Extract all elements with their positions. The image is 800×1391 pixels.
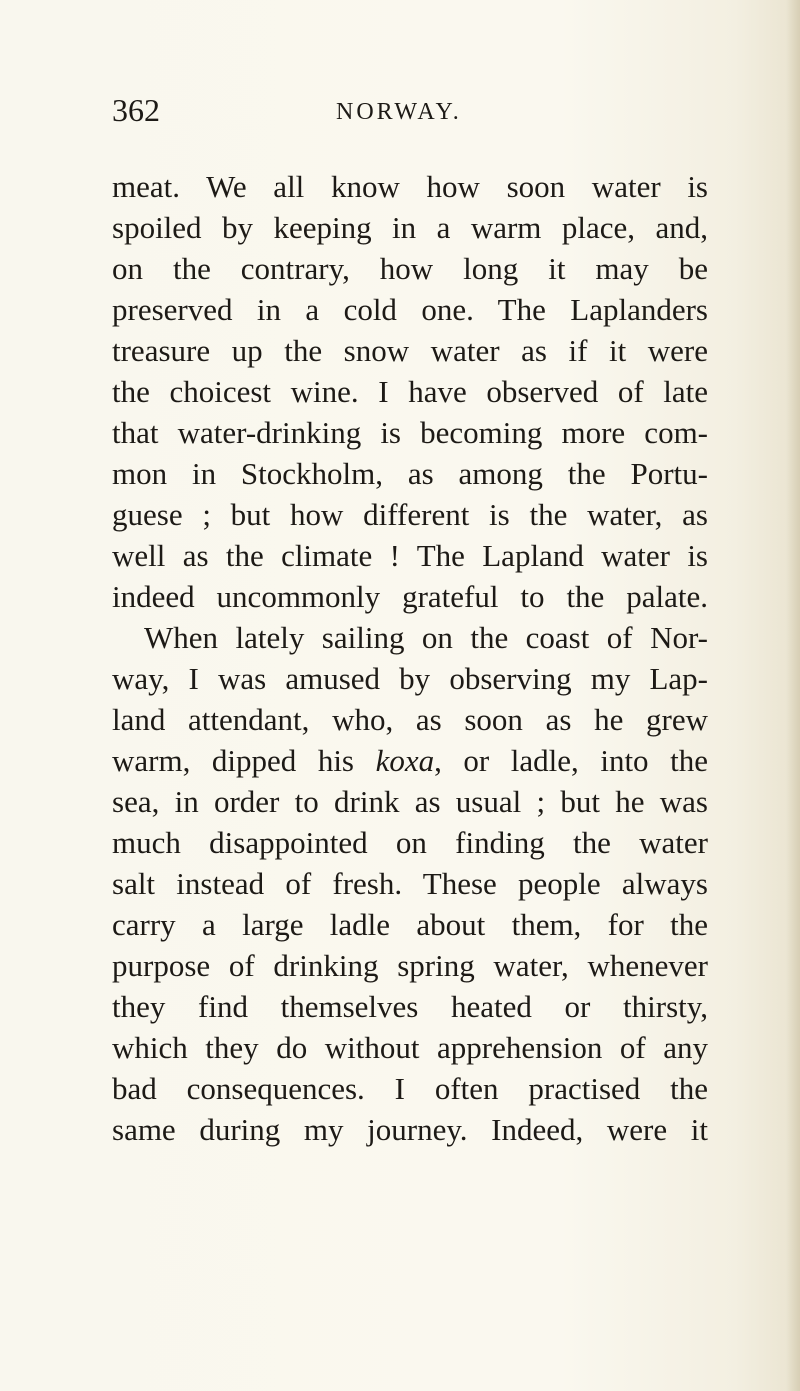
text-line: preserved in a cold one. The Laplanders bbox=[112, 292, 708, 327]
text-line-with-italic bbox=[112, 740, 708, 781]
page-header bbox=[112, 90, 722, 134]
text-line: spoiled by keeping in a warm place, and, bbox=[112, 210, 708, 245]
running-title: NORWAY. bbox=[336, 99, 462, 125]
page-number: 362 bbox=[112, 92, 160, 128]
text-line: on the contrary, how long it may be bbox=[112, 251, 708, 286]
text-line: mon in Stockholm, as among the Portu- bbox=[112, 456, 708, 491]
body-text bbox=[112, 166, 708, 1150]
text-line: purpose of drinking spring water, whenever bbox=[112, 948, 708, 983]
text-line: guese ; but how different is the water, as bbox=[112, 497, 708, 532]
text-line: indeed uncommonly grateful to the palate. bbox=[112, 579, 708, 614]
italic-word-koxa: koxa bbox=[375, 743, 435, 778]
text-line: well as the climate ! The Lapland water is bbox=[112, 538, 708, 573]
text-line: carry a large ladle about them, for the bbox=[112, 907, 708, 942]
text-segment: , or ladle, into the bbox=[434, 743, 708, 778]
text-line: meat. We all know how soon water is bbox=[112, 169, 708, 204]
page-edge-shadow bbox=[786, 0, 800, 1391]
text-line: salt instead of fresh. These people always bbox=[112, 866, 708, 901]
text-line: treasure up the snow water as if it were bbox=[112, 333, 708, 368]
text-line: which they do without apprehension of any bbox=[112, 1030, 708, 1065]
text-line: they find themselves heated or thirsty, bbox=[112, 989, 708, 1024]
text-line: land attendant, who, as soon as he grew bbox=[112, 702, 708, 737]
text-line: sea, in order to drink as usual ; but he was bbox=[112, 784, 708, 819]
text-line: much disappointed on finding the water bbox=[112, 825, 708, 860]
text-line: that water-drinking is becoming more com- bbox=[112, 415, 708, 450]
text-line: way, I was amused by observing my Lap- bbox=[112, 661, 708, 696]
text-segment: warm, dipped his bbox=[112, 743, 376, 778]
text-line: same during my journey. Indeed, were it bbox=[112, 1112, 708, 1147]
text-line: bad consequences. I often practised the bbox=[112, 1071, 708, 1106]
paragraph-start-line: When lately sailing on the coast of Nor- bbox=[144, 620, 708, 655]
text-line: the choicest wine. I have observed of late bbox=[112, 374, 708, 409]
